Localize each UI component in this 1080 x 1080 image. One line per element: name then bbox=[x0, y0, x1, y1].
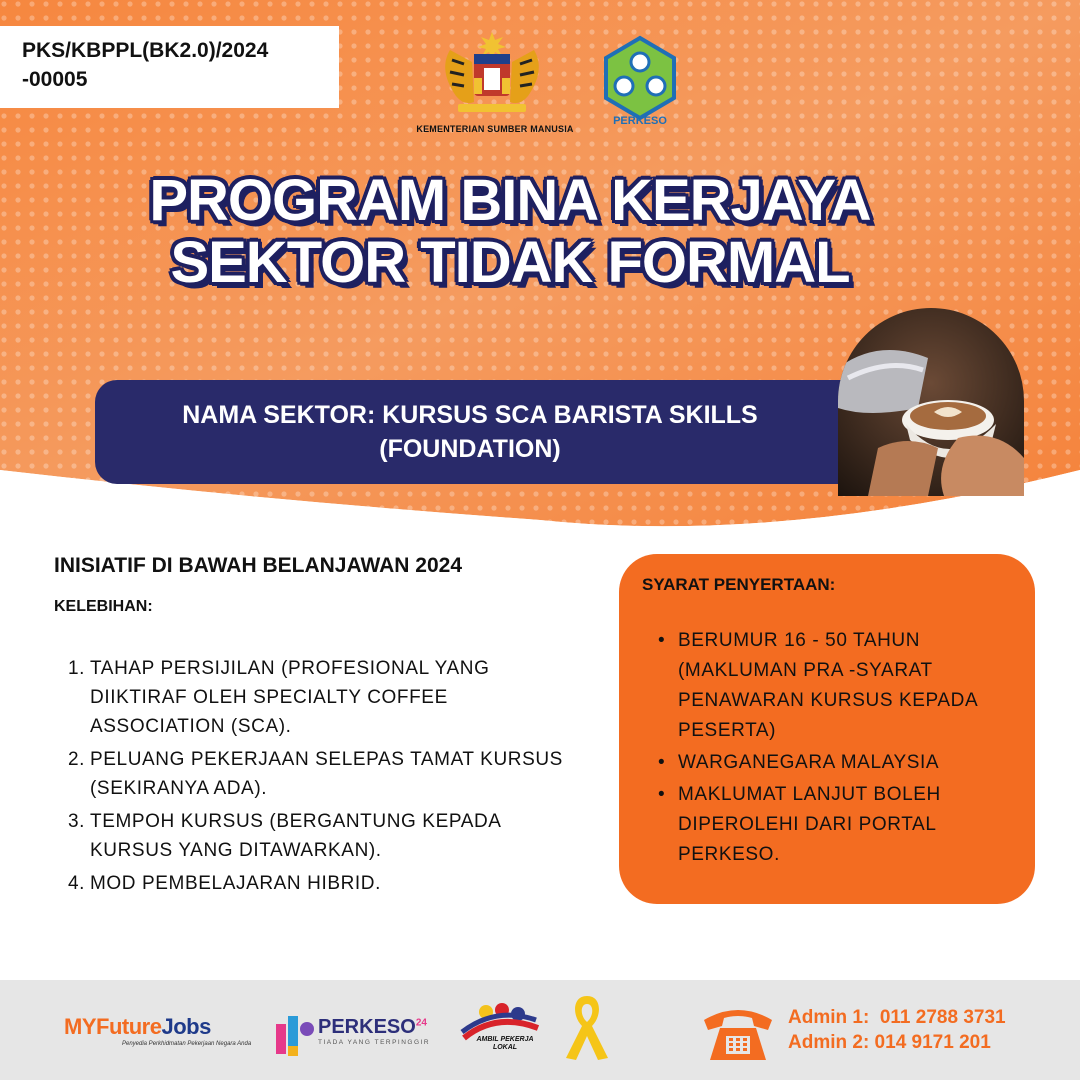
perkeso24-name: PERKESO bbox=[318, 1016, 416, 1038]
yellow-ribbon-icon bbox=[562, 992, 612, 1064]
benefit-number: 4. bbox=[68, 873, 86, 894]
requirement-item bbox=[658, 748, 1018, 778]
requirement-item bbox=[658, 780, 1018, 870]
perkeso24-suffix: 24 bbox=[415, 1017, 427, 1029]
benefit-number: 1. bbox=[68, 658, 86, 679]
benefit-item bbox=[54, 807, 574, 865]
benefits-heading: KELEBIHAN: bbox=[54, 598, 153, 615]
bullet-icon: • bbox=[658, 752, 666, 773]
perkeso24-tagline: TIADA YANG TERPINGGIR bbox=[318, 1039, 431, 1046]
myfuturejobs-part1: MYFuture bbox=[64, 1014, 162, 1039]
title-line-2: SEKTOR TIDAK FORMAL bbox=[170, 230, 850, 295]
barista-photo bbox=[838, 308, 1024, 496]
requirement-text: BERUMUR 16 - 50 TAHUN (MAKLUMAN PRA -SYARAT PENAWARAN KURSUS KEPADA PESERTA) bbox=[678, 630, 978, 741]
contact-numbers bbox=[788, 1005, 1006, 1055]
phone-icon bbox=[700, 1000, 776, 1064]
benefit-text: PELUANG PEKERJAAN SELEPAS TAMAT KURSUS (SEKIRANYA ADA). bbox=[90, 749, 563, 799]
benefits-list bbox=[54, 654, 574, 898]
contact-line: Admin 1: 011 2788 3731 bbox=[788, 1007, 1006, 1028]
bullet-icon: • bbox=[658, 784, 666, 805]
benefit-item bbox=[54, 869, 574, 898]
sector-line-2: (FOUNDATION) bbox=[379, 435, 561, 463]
benefit-number: 2. bbox=[68, 749, 86, 770]
myfuturejobs-part2: Jobs bbox=[161, 1014, 211, 1039]
myfuturejobs-tagline: Penyedia Perkhidmatan Pekerjaan Negara Anda bbox=[122, 1041, 252, 1047]
benefit-text: MOD PEMBELAJARAN HIBRID. bbox=[90, 873, 382, 894]
reference-number bbox=[0, 26, 339, 108]
initiative-heading: INISIATIF DI BAWAH BELANJAWAN 2024 bbox=[54, 554, 463, 577]
page-title bbox=[0, 170, 1020, 294]
ambil-pekerja-line2: LOKAL bbox=[492, 1044, 518, 1051]
reference-line-2: -00005 bbox=[22, 68, 88, 91]
ambil-pekerja-line1: AMBIL PEKERJA bbox=[476, 1036, 534, 1043]
initiative-section bbox=[54, 554, 574, 902]
requirements-list bbox=[658, 626, 1018, 872]
benefit-item bbox=[54, 745, 574, 803]
sector-line-1: NAMA SEKTOR: KURSUS SCA BARISTA SKILLS bbox=[182, 401, 758, 429]
perkeso-logo-text: PERKESO bbox=[613, 115, 667, 127]
reference-line-1: PKS/KBPPL(BK2.0)/2024 bbox=[22, 39, 269, 62]
requirement-text: WARGANEGARA MALAYSIA bbox=[678, 752, 940, 773]
title-line-1: PROGRAM BINA KERJAYA bbox=[149, 168, 871, 233]
sector-name bbox=[120, 398, 820, 466]
malaysia-coat-of-arms-icon bbox=[432, 30, 552, 120]
requirements-heading: SYARAT PENYERTAAN: bbox=[642, 575, 836, 594]
benefit-text: TAHAP PERSIJILAN (PROFESIONAL YANG DIIKTIRAF OLEH SPECIALTY COFFEE ASSOCIATION (SCA). bbox=[90, 658, 490, 737]
contact-line: Admin 2: 014 9171 201 bbox=[788, 1032, 991, 1053]
benefit-item bbox=[54, 654, 574, 741]
benefit-number: 3. bbox=[68, 811, 86, 832]
ambil-pekerja-lokal-text bbox=[470, 1036, 540, 1052]
requirement-text: MAKLUMAT LANJUT BOLEH DIPEROLEHI DARI PORTAL PERKESO. bbox=[678, 784, 941, 865]
ambil-pekerja-lokal-logo-icon bbox=[456, 998, 544, 1064]
ministry-caption: KEMENTERIAN SUMBER MANUSIA bbox=[416, 124, 574, 134]
myfuturejobs-logo bbox=[64, 1014, 211, 1040]
perkeso24-text bbox=[318, 1016, 427, 1039]
requirement-item bbox=[658, 626, 1018, 746]
benefit-text: TEMPOH KURSUS (BERGANTUNG KEPADA KURSUS YANG DITAWARKAN). bbox=[90, 811, 501, 861]
bullet-icon: • bbox=[658, 630, 666, 651]
